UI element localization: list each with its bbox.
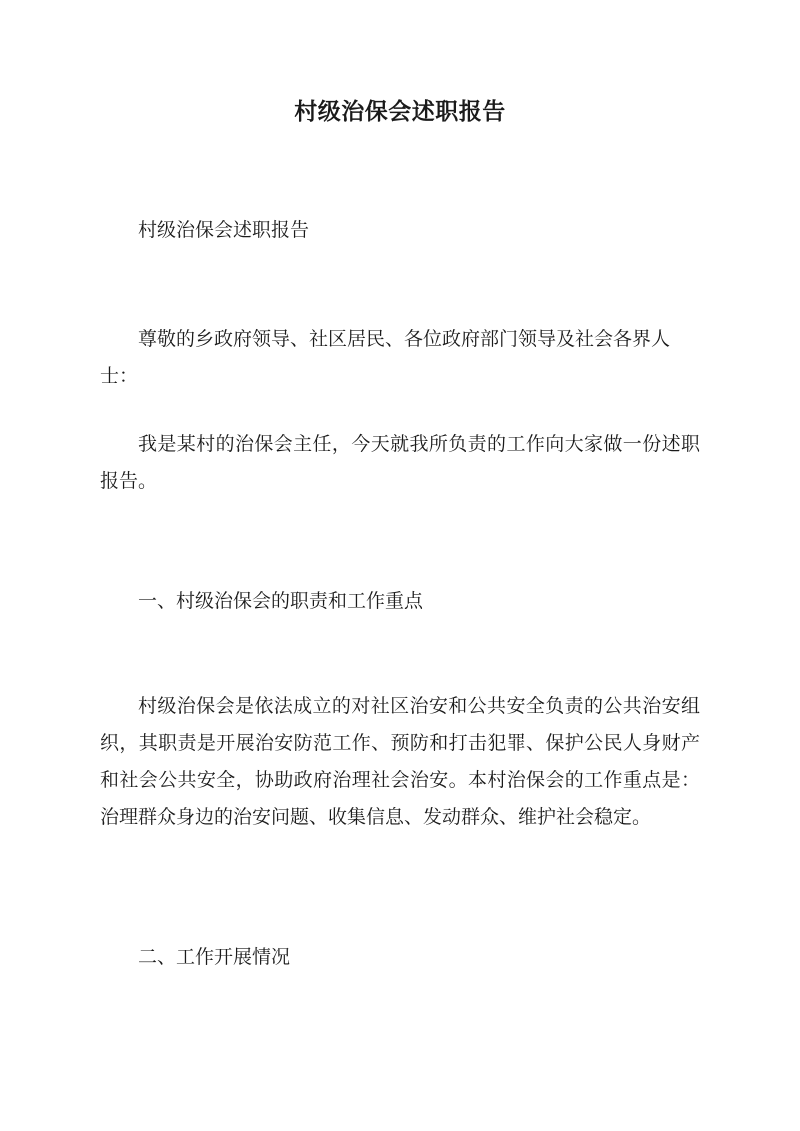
report-subtitle: 村级治保会述职报告: [138, 219, 310, 241]
document-title: 村级治保会述职报告: [294, 98, 506, 125]
duties-paragraph: 村级治保会是依法成立的对社区治安和公共安全负责的公共治安组织，其职责是开展治安防范工作、预防和打击犯罪、保护公民人身财产和社会公共安全，协助政府治理社会治安。本村治保会的工作重点是：治理群众身边的治安问题、收集信息、发动群众、维护社会稳定。: [100, 695, 700, 828]
section-heading-2: 二、工作开展情况: [138, 946, 291, 968]
intro-paragraph: 我是某村的治保会主任，今天就我所负责的工作向大家做一份述职报告。: [100, 433, 700, 492]
salutation-paragraph: 尊敬的乡政府领导、社区居民、各位政府部门领导及社会各界人士：: [100, 328, 671, 387]
section-heading-1: 一、村级治保会的职责和工作重点: [138, 590, 424, 612]
